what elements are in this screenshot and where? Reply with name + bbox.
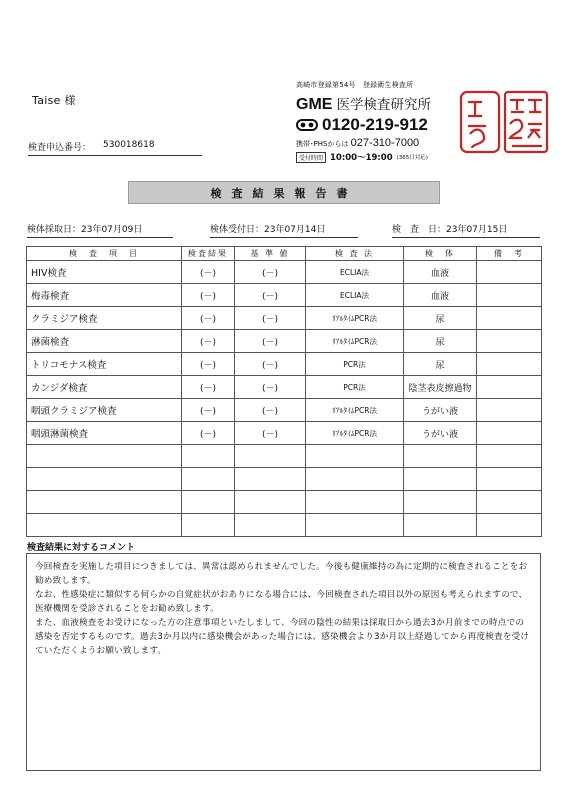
table-row [27, 284, 542, 307]
cell-note [477, 514, 542, 537]
comment-box [26, 553, 541, 771]
collection-date: 検体採取日：23年07月09日 [27, 222, 173, 238]
cell-item [27, 468, 182, 491]
cell-reference: (－) [235, 399, 306, 422]
table-row [27, 307, 542, 330]
cell-item: HIV検査 [27, 261, 182, 284]
application-number-label: 検査申込番号： [28, 143, 92, 153]
table-row [27, 376, 542, 399]
lab-brand: GME [296, 96, 333, 113]
cell-reference: (－) [235, 307, 306, 330]
cell-note [477, 491, 542, 514]
hours: 10:00～19:00 [330, 153, 393, 163]
cell-reference: (－) [235, 261, 306, 284]
table-row [27, 468, 542, 491]
results-table [26, 246, 542, 537]
cell-note [477, 353, 542, 376]
free-dial-icon [296, 119, 318, 131]
hours-label: 受付時間 [296, 152, 326, 163]
header-note: 備 考 [477, 247, 542, 261]
comment-paragraph: また、血液検査をお受けになった方の注意事項といたしまして、今回の陰性の結果は採取日から過去3か月前までの時点での感染を否定するものです。過去3か月以内に感染機会があった場合には、感染機会より3か月以上経過してから再度検査を受けていただくようお願い致します。 [35, 618, 530, 656]
cell-specimen [404, 445, 477, 468]
cell-result [182, 445, 235, 468]
cell-item [27, 491, 182, 514]
cell-item: トリコモナス検査 [27, 353, 182, 376]
cell-item: クラミジア検査 [27, 307, 182, 330]
cell-specimen: 尿 [404, 307, 477, 330]
mobile-number: 027-310-7000 [350, 137, 420, 149]
cell-method: ﾘｱﾙﾀｲﾑPCR法 [306, 330, 404, 353]
header-reference: 基 準 値 [235, 247, 306, 261]
cell-result: (－) [182, 399, 235, 422]
header-item: 検 査 項 目 [27, 247, 182, 261]
cell-reference [235, 514, 306, 537]
cell-specimen: 尿 [404, 353, 477, 376]
cell-method: ﾘｱﾙﾀｲﾑPCR法 [306, 399, 404, 422]
cell-method [306, 514, 404, 537]
application-number: 530018618 [103, 140, 155, 150]
cell-reference [235, 491, 306, 514]
cell-method [306, 445, 404, 468]
cell-method: PCR法 [306, 353, 404, 376]
table-row [27, 445, 542, 468]
cell-reference: (－) [235, 284, 306, 307]
cell-reference [235, 445, 306, 468]
lab-info [296, 80, 444, 163]
report-title: 検査結果報告書 [128, 181, 440, 204]
cell-specimen [404, 468, 477, 491]
cell-note [477, 422, 542, 445]
cell-method [306, 491, 404, 514]
cell-item: カンジダ検査 [27, 376, 182, 399]
received-date: 検体受付日：23年07月14日 [210, 222, 358, 238]
table-row [27, 491, 542, 514]
cell-specimen: うがい液 [404, 422, 477, 445]
cell-result [182, 514, 235, 537]
cell-item [27, 514, 182, 537]
cell-reference: (－) [235, 353, 306, 376]
cell-method: ﾘｱﾙﾀｲﾑPCR法 [306, 422, 404, 445]
hours-row [296, 151, 444, 163]
lab-name: 医学検査研究所 [336, 97, 431, 113]
cell-result: (－) [182, 422, 235, 445]
cell-method [306, 468, 404, 491]
cell-note [477, 330, 542, 353]
table-row [27, 399, 542, 422]
comment-paragraph: 今回検査を実施した項目につきましては、異常は認められませんでした。今後も健康維持の為に定期的に検査されることをお勧め致します。 [35, 562, 528, 586]
cell-method: ECLIA法 [306, 284, 404, 307]
table-row [27, 422, 542, 445]
cell-result: (－) [182, 330, 235, 353]
patient-name: Taise 様 [32, 94, 76, 107]
free-dial-row [296, 115, 444, 135]
header-specimen: 検 体 [404, 247, 477, 261]
company-seal [458, 90, 550, 156]
cell-method: PCR法 [306, 376, 404, 399]
cell-reference: (－) [235, 422, 306, 445]
cell-result [182, 468, 235, 491]
cell-note [477, 284, 542, 307]
test-date: 検 査 日：23年07月15日 [392, 222, 540, 238]
cell-item: 咽頭淋菌検査 [27, 422, 182, 445]
cell-reference [235, 468, 306, 491]
cell-note [477, 399, 542, 422]
cell-specimen: 血液 [404, 261, 477, 284]
cell-result: (－) [182, 284, 235, 307]
mobile-label: 携帯･PHSからは [296, 140, 349, 148]
table-row [27, 353, 542, 376]
header-result: 検査結果 [182, 247, 235, 261]
cell-specimen: 尿 [404, 330, 477, 353]
comment-heading: 検査結果に対するコメント [27, 543, 136, 553]
cell-method: ECLIA法 [306, 261, 404, 284]
cell-item: 淋菌検査 [27, 330, 182, 353]
cell-note [477, 376, 542, 399]
cell-specimen: 血液 [404, 284, 477, 307]
comment-paragraph: なお、性感染症に類似する何らかの自覚症状がおありになる場合には、今回検査された項目以外の原因も考えられますので、医療機関を受診されることをお勧め致します。 [35, 590, 528, 614]
cell-result: (－) [182, 261, 235, 284]
cell-note [477, 261, 542, 284]
cell-result: (－) [182, 376, 235, 399]
header-method: 検 査 法 [306, 247, 404, 261]
lab-name-row [296, 93, 444, 114]
free-dial-number: 0120-219-912 [322, 115, 428, 134]
table-header-row [27, 247, 542, 261]
mobile-row [296, 137, 444, 149]
cell-note [477, 445, 542, 468]
cell-specimen [404, 514, 477, 537]
cell-note [477, 468, 542, 491]
table-row [27, 330, 542, 353]
cell-method: ﾘｱﾙﾀｲﾑPCR法 [306, 307, 404, 330]
cell-reference: (－) [235, 376, 306, 399]
application-number-row [28, 140, 202, 156]
cell-result: (－) [182, 353, 235, 376]
table-row [27, 514, 542, 537]
cell-note [477, 307, 542, 330]
cell-reference: (－) [235, 330, 306, 353]
lab-registration: 高崎市登録第54号 登録衛生検査所 [296, 81, 414, 89]
cell-specimen [404, 491, 477, 514]
cell-specimen: うがい液 [404, 399, 477, 422]
cell-result [182, 491, 235, 514]
cell-item: 咽頭クラミジア検査 [27, 399, 182, 422]
cell-result: (－) [182, 307, 235, 330]
cell-item [27, 445, 182, 468]
cell-specimen: 陰茎表皮擦過物 [404, 376, 477, 399]
cell-item: 梅毒検査 [27, 284, 182, 307]
table-row [27, 261, 542, 284]
hours-note: (365日対応) [396, 155, 428, 161]
